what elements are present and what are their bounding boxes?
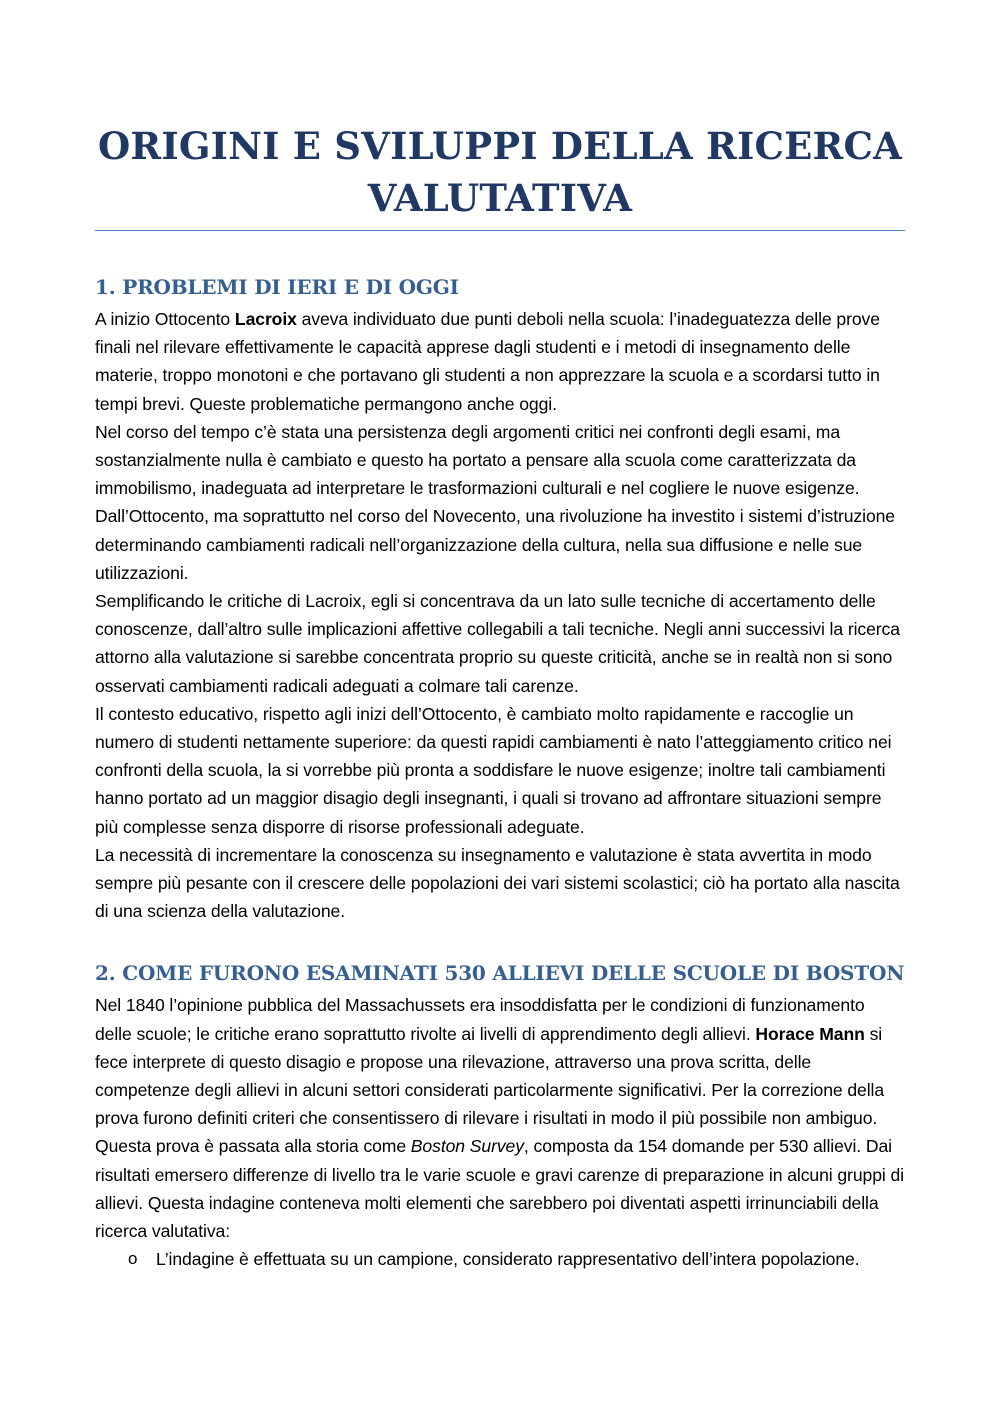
paragraph-text: aveva individuato due punti deboli nella scuola: l’inadeguatezza delle prove finali nel rilevare effettivamente le capacità apprese dagli studenti e i metodi di insegnamento delle materie, troppo monotoni e che portavano gli studenti a non apprezzare la scuola e a scordarsi tutto in tempi brevi. Queste problematiche permangono anche oggi. xyxy=(95,309,880,414)
section-heading: 1. PROBLEMI DI IERI E DI OGGI xyxy=(95,275,459,299)
paragraph: La necessità di incrementare la conoscenza su insegnamento e valutazione è stata avvertita in modo sempre più pesante con il crescere delle popolazioni dei vari sistemi scolastici; ciò ha portato alla nascita di una scienza della valutazione. xyxy=(95,844,900,922)
paragraph: Semplificando le critiche di Lacroix, egli si concentrava da un lato sulle tecniche di accertamento delle conoscenze, dall’altro sulle implicazioni affettive collegabili a tali tecniche. Negli anni successivi la ricerca attorno alla valutazione si sarebbe concentrata proprio su queste criticità, anche se in realtà non si sono osservati cambiamenti radicali adeguati a colmare tali carenze. xyxy=(95,591,900,696)
bold-name-horace-mann: Horace Mann xyxy=(755,1023,865,1044)
title-underline-rule xyxy=(95,230,905,231)
paragraph xyxy=(95,991,905,1245)
document-page xyxy=(95,120,905,1274)
bullet-list xyxy=(95,1245,905,1273)
bold-name-lacroix: Lacroix xyxy=(234,309,297,329)
paragraph: Il contesto educativo, rispetto agli inizi dell’Ottocento, è cambiato molto rapidamente e raccoglie un numero di studenti nettamente superiore: da questi rapidi cambiamenti è nato l’atteggiamento critico nei confronti della scuola, la si vorrebbe più pronta a soddisfare le nuove esigenze; inoltre tali cambiamenti hanno portato ad un maggior disagio degli insegnanti, i quali si trovano ad affrontare situazioni sempre più complesse senza disporre di risorse professionali adeguate. xyxy=(95,703,892,837)
document-title xyxy=(95,120,905,230)
document-title-line-1: ORIGINI E SVILUPPI DELLA RICERCA xyxy=(97,124,903,168)
italic-term-boston-survey: Boston Survey xyxy=(410,1136,524,1157)
section-problemi xyxy=(95,273,905,925)
paragraph-text: A inizio Ottocento xyxy=(95,309,235,329)
paragraph-text: si fece interprete di questo disagio e propose una rilevazione, attraverso una prova scritta, delle competenze degli allievi in alcuni settori considerati particolarmente significativi. Per la correzione della prova furono definiti criteri che consentissero di rilevare i risultati in modo il più possibile non ambiguo. Questa prova è passata alla storia come xyxy=(95,1023,885,1157)
section-boston xyxy=(95,959,905,1273)
paragraph xyxy=(95,305,905,418)
paragraph-text: , composta da 154 domande per 530 allievi. Dai risultati emersero differenze di livello tra le varie scuole e gravi carenze di preparazione in alcuni gruppi di allievi. Questa indagine conteneva molti elementi che sarebbero poi diventati aspetti irrinunciabili della ricerca valutativa: xyxy=(95,1136,904,1242)
list-item xyxy=(95,1245,905,1273)
document-title-line-2: VALUTATIVA xyxy=(367,176,633,220)
section-spacer xyxy=(95,925,905,959)
section-heading: 2. COME FURONO ESAMINATI 530 ALLIEVI DELLE SCUOLE DI BOSTON xyxy=(95,961,905,986)
paragraph: Nel corso del tempo c’è stata una persistenza degli argomenti critici nei confronti degli esami, ma sostanzialmente nulla è cambiato e questo ha portato a pensare alla scuola come caratterizzata da immobilismo, inadeguata ad interpretare le trasformazioni culturali e nel cogliere le nuove esigenze. Dall’Ottocento, ma soprattutto nel corso del Novecento, una rivoluzione ha investito i sistemi d’istruzione determinando cambiamenti radicali nell’organizzazione della cultura, nella sua diffusione e nelle sue utilizzazioni. xyxy=(95,421,895,583)
list-item-text: L’indagine è effettuata su un campione, considerato rappresentativo dell’intera popolazione. xyxy=(156,1249,860,1270)
hollow-bullet-icon: o xyxy=(128,1249,138,1269)
paragraph-text: Nel 1840 l’opinione pubblica del Massachussets era insoddisfatta per le condizioni di funzionamento delle scuole; le critiche erano soprattutto rivolte ai livelli di apprendimento degli allievi. xyxy=(95,995,865,1044)
